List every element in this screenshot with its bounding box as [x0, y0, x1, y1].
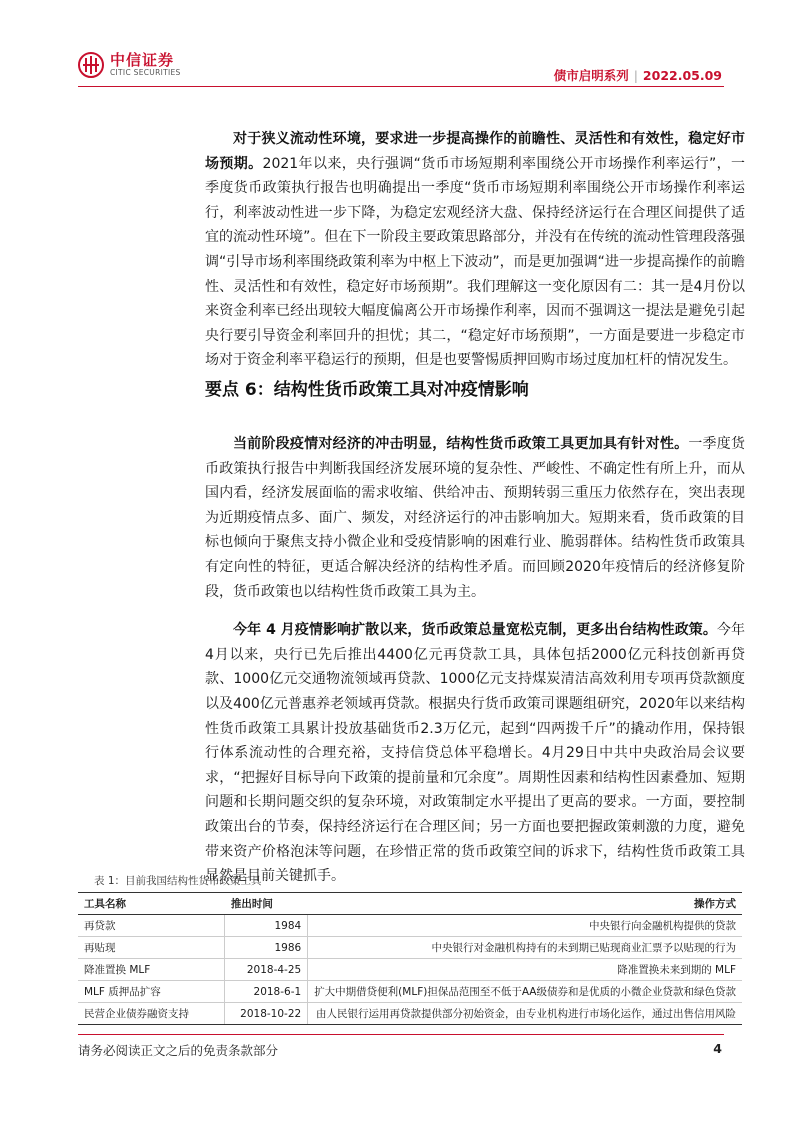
header-separator: |: [633, 68, 638, 83]
table-row: [78, 937, 742, 959]
table-cell: 2018-6-1: [225, 981, 308, 1003]
table-row: [78, 959, 742, 981]
report-date: 2022.05.09: [642, 68, 722, 83]
column-header: 操作方式: [308, 893, 742, 915]
table-cell: 民营企业债券融资支持: [78, 1003, 225, 1025]
policy-tools-table: [78, 892, 742, 1025]
column-header: 工具名称: [78, 893, 225, 915]
table-cell: 1986: [225, 937, 308, 959]
logo-en-text: CITIC SECURITIES: [110, 68, 181, 77]
series-name: 债市启明系列: [553, 68, 629, 83]
table-cell: 1984: [225, 915, 308, 937]
body-text-top: [205, 127, 745, 387]
paragraph-body: 2021年以来，央行强调“货币市场短期利率围绕公开市场操作利率运行”，一季度货币政策执行报告也明确提出一季度“货币市场短期利率围绕公开市场操作利率运行，利率波动性进一步下降，为稳定宏观经济大盘、保持经济运行在合理区间提供了适宜的流动性环境”。但在下一阶段主要政策思路部分，并没有在传统的流动性管理段落强调“引导市场利率围绕政策利率为中枢上下波动”，而是更加强调“进一步提高操作的前瞻性、灵活性和有效性，稳定好市场预期”。我们理解这一变化原因有二：其一是4月份以来资金利率已经出现较大幅度偏离公开市场操作利率，因而不强调这一提法是避免引起央行要引导资金利率回升的担忧；其二，“稳定好市场预期”，一方面是要进一步稳定市场对于资金利率平稳运行的预期，但是也要警惕质押回购市场过度加杠杆的情况发生。: [205, 155, 745, 369]
table-row: [78, 981, 742, 1003]
paragraph-structural-policy: [205, 618, 745, 889]
column-header: 推出时间: [225, 893, 308, 915]
paragraph-lead: 当前阶段疫情对经济的冲击明显，结构性货币政策工具更加具有针对性。: [233, 436, 689, 452]
footer-rule: [78, 1034, 724, 1035]
table-row: [78, 915, 742, 937]
paragraph-body: 一季度货币政策执行报告中判断我国经济发展环境的复杂性、严峻性、不确定性有所上升，而从国内看，经济发展面临的需求收缩、供给冲击、预期转弱三重压力依然存在，突出表现为近期疫情点多、面广、频发，对经济运行的冲击影响加大。短期来看，货币政策的目标也倾向于聚焦支持小微企业和受疫情影响的困难行业、脆弱群体。结构性货币政策具有定向性的特征，更适合解决经济的结构性矛盾。而回顾2020年疫情后的经济修复阶段，货币政策也以结构性货币政策工具为主。: [205, 436, 745, 600]
header-rule: [78, 86, 724, 87]
section-title: 要点 6：结构性货币政策工具对冲疫情影响: [205, 380, 529, 400]
body-text-bottom: [205, 432, 745, 903]
table-cell: 2018-10-22: [225, 1003, 308, 1025]
table-header-row: [78, 893, 742, 915]
paragraph-epidemic-impact: [205, 432, 745, 604]
table-caption: 表 1：目前我国结构性货币政策工具: [94, 875, 262, 887]
paragraph-lead: 今年 4 月疫情影响扩散以来，货币政策总量宽松克制，更多出台结构性政策。: [233, 622, 717, 639]
table-cell: 降准置换未来到期的 MLF: [308, 959, 742, 981]
table-row: [78, 1003, 742, 1025]
table-cell: 由人民银行运用再贷款提供部分初始资金，由专业机构进行市场化运作，通过出售信用风险: [308, 1003, 742, 1025]
series-label: [554, 66, 722, 84]
citic-logo-icon: [78, 52, 104, 78]
disclaimer-text: 请务必阅读正文之后的免责条款部分: [78, 1043, 279, 1058]
paragraph-body: 今年4月以来，央行已先后推出4400亿元再贷款工具，具体包括2000亿元科技创新再贷款、1000亿元交通物流领域再贷款、1000亿元支持煤炭清洁高效利用专项再贷款额度以及400亿元普惠养老领域再贷款。根据央行货币政策司课题组研究，2020年以来结构性货币政策工具累计投放基础货币2.3万亿元，起到“四两拨千斤”的撬动作用，保持银行体系流动性的合理充裕，支持信贷总体平稳增长。4月29日中共中央政治局会议要求，“把握好目标导向下政策的提前量和冗余度”。周期性因素和结构性因素叠加、短期问题和长期问题交织的复杂环境，对政策制定水平提出了更高的要求。一方面，要控制政策出台的节奏，保持经济运行在合理区间；另一方面也要把握政策刺激的力度，避免带来资产价格泡沫等问题，在珍惜正常的货币政策空间的诉求下，结构性货币政策工具显然是目前关键抓手。: [205, 622, 745, 885]
policy-tools-table-block: [78, 873, 742, 1025]
citic-logo: [78, 52, 181, 78]
table-cell: MLF 质押品扩容: [78, 981, 225, 1003]
table-cell: 中央银行对金融机构持有的未到期已贴现商业汇票予以贴现的行为: [308, 937, 742, 959]
table-cell: 再贷款: [78, 915, 225, 937]
page-header: [0, 0, 802, 100]
table-cell: 再贴现: [78, 937, 225, 959]
table-cell: 2018-4-25: [225, 959, 308, 981]
table-cell: 扩大中期借贷便利(MLF)担保品范围至不低于AA级债券和是优质的小微企业贷款和绿色贷款: [308, 981, 742, 1003]
table-cell: 降准置换 MLF: [78, 959, 225, 981]
page-number: 4: [713, 1041, 722, 1056]
table-cell: 中央银行向金融机构提供的贷款: [308, 915, 742, 937]
logo-cn-text: 中信证券: [110, 51, 175, 69]
paragraph-liquidity: [205, 127, 745, 373]
paragraph-lead: 对于狭义流动性环境，要求进一步提高操作的前瞻性、灵活性和有效性，稳定好市场预期。: [205, 131, 745, 172]
